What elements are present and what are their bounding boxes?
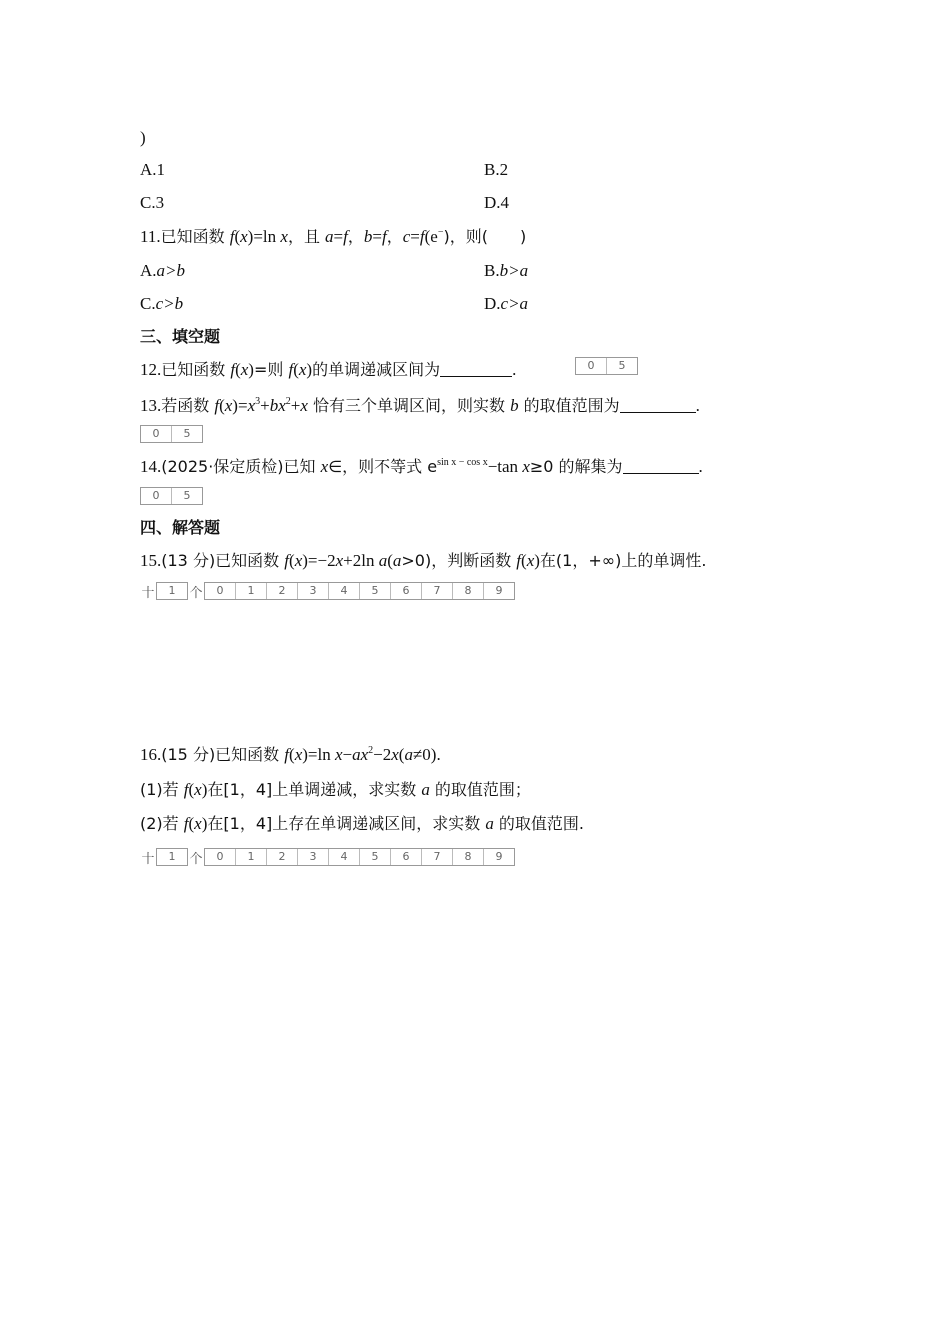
score-cell[interactable]: 5 (360, 849, 391, 865)
score-cell[interactable]: 5 (360, 583, 391, 599)
q11-stem: 11.已知函数 f(x)=ln x，且 a=f，b=f，c=f(e−)，则( ) (140, 227, 527, 246)
section-answer-heading: 四、解答题 (140, 518, 221, 537)
score-cell[interactable]: 9 (495, 850, 503, 863)
score-cell[interactable]: 0 (205, 583, 236, 599)
score-cell[interactable]: 5 (618, 359, 626, 372)
q13-stem: 13.若函数 $f(x)=x^3+bx^2+x$ 恰有三个单调区间，则实数 b 的取值范围为 . (140, 396, 700, 415)
q16-score-grid: 十 1 个 0 1 2 3 4 5 6 7 8 9 (140, 848, 515, 866)
q14-answer-blank[interactable] (623, 459, 699, 474)
q13-answer-blank[interactable] (620, 398, 696, 413)
q16-part1: (1)若 f(x)在[1，4]上单调递减，求实数 a 的取值范围； (140, 780, 531, 799)
q12-answer-blank[interactable] (440, 362, 512, 377)
q12-score-box (575, 357, 638, 375)
score-cell[interactable]: 7 (422, 849, 453, 865)
score-cell[interactable]: 2 (267, 849, 298, 865)
score-cell[interactable]: 6 (391, 849, 422, 865)
q11-option-b: B.b>a (484, 261, 529, 280)
q15-stem: 15.(13 分)已知函数 f(x)=−2x+2ln a(a>0)，判断函数 f(x)在(1，+∞)上的单调性. (140, 551, 707, 570)
section-fill-in-heading: 三、填空题 (140, 327, 221, 346)
score-cell[interactable]: 0 (205, 849, 236, 865)
q10-option-b: B.2 (484, 160, 509, 179)
score-cell[interactable]: 3 (298, 849, 329, 865)
q10-option-a: A.1 (140, 160, 166, 179)
q16-part2: (2)若 f(x)在[1，4]上存在单调递减区间，求实数 a 的取值范围. (140, 814, 585, 833)
score-cell[interactable]: 3 (298, 583, 329, 599)
score-cell[interactable]: 9 (495, 584, 503, 597)
q11-option-a: A.a>b (140, 261, 186, 280)
score-cell[interactable]: 6 (391, 583, 422, 599)
score-cell[interactable]: 0 (576, 358, 607, 374)
score-cell[interactable]: 7 (422, 583, 453, 599)
score-cell[interactable]: 2 (267, 583, 298, 599)
q15-score-grid: 十 1 个 0 1 2 3 4 5 6 7 8 9 (140, 582, 515, 600)
score-cell[interactable]: 8 (453, 849, 484, 865)
score-cell[interactable]: 1 (168, 584, 176, 597)
q14-stem: 14.(2025·保定质检)已知 x∈，则不等式 $e^{sin x - cos x}-\tan$ x≥0 的解集为 . (140, 457, 703, 476)
score-cell[interactable]: 8 (453, 583, 484, 599)
q10-option-d: D.4 (484, 193, 510, 212)
q10-option-c: C.3 (140, 193, 165, 212)
q12-stem: 12.已知函数 f(x)=则 f(x)的单调递减区间为 . (140, 360, 517, 379)
score-cell[interactable]: 4 (329, 583, 360, 599)
score-cell[interactable]: 4 (329, 849, 360, 865)
score-cell[interactable]: 5 (183, 427, 191, 440)
q14-score-box (140, 487, 203, 505)
q13-score-box (140, 425, 203, 443)
score-cell[interactable]: 1 (236, 583, 267, 599)
score-cell[interactable]: 1 (168, 850, 176, 863)
score-cell[interactable]: 0 (141, 426, 172, 442)
q16-stem: 16.(15 分)已知函数 f(x)=ln $x-ax^2-2x(a\ne 0)$. (140, 745, 441, 764)
score-cell[interactable]: 5 (183, 489, 191, 502)
q11-option-c: C.c>b (140, 294, 184, 313)
q11-option-d: D.c>a (484, 294, 529, 313)
score-cell[interactable]: 0 (141, 488, 172, 504)
q10-tail: ) (140, 128, 146, 147)
score-cell[interactable]: 1 (236, 849, 267, 865)
